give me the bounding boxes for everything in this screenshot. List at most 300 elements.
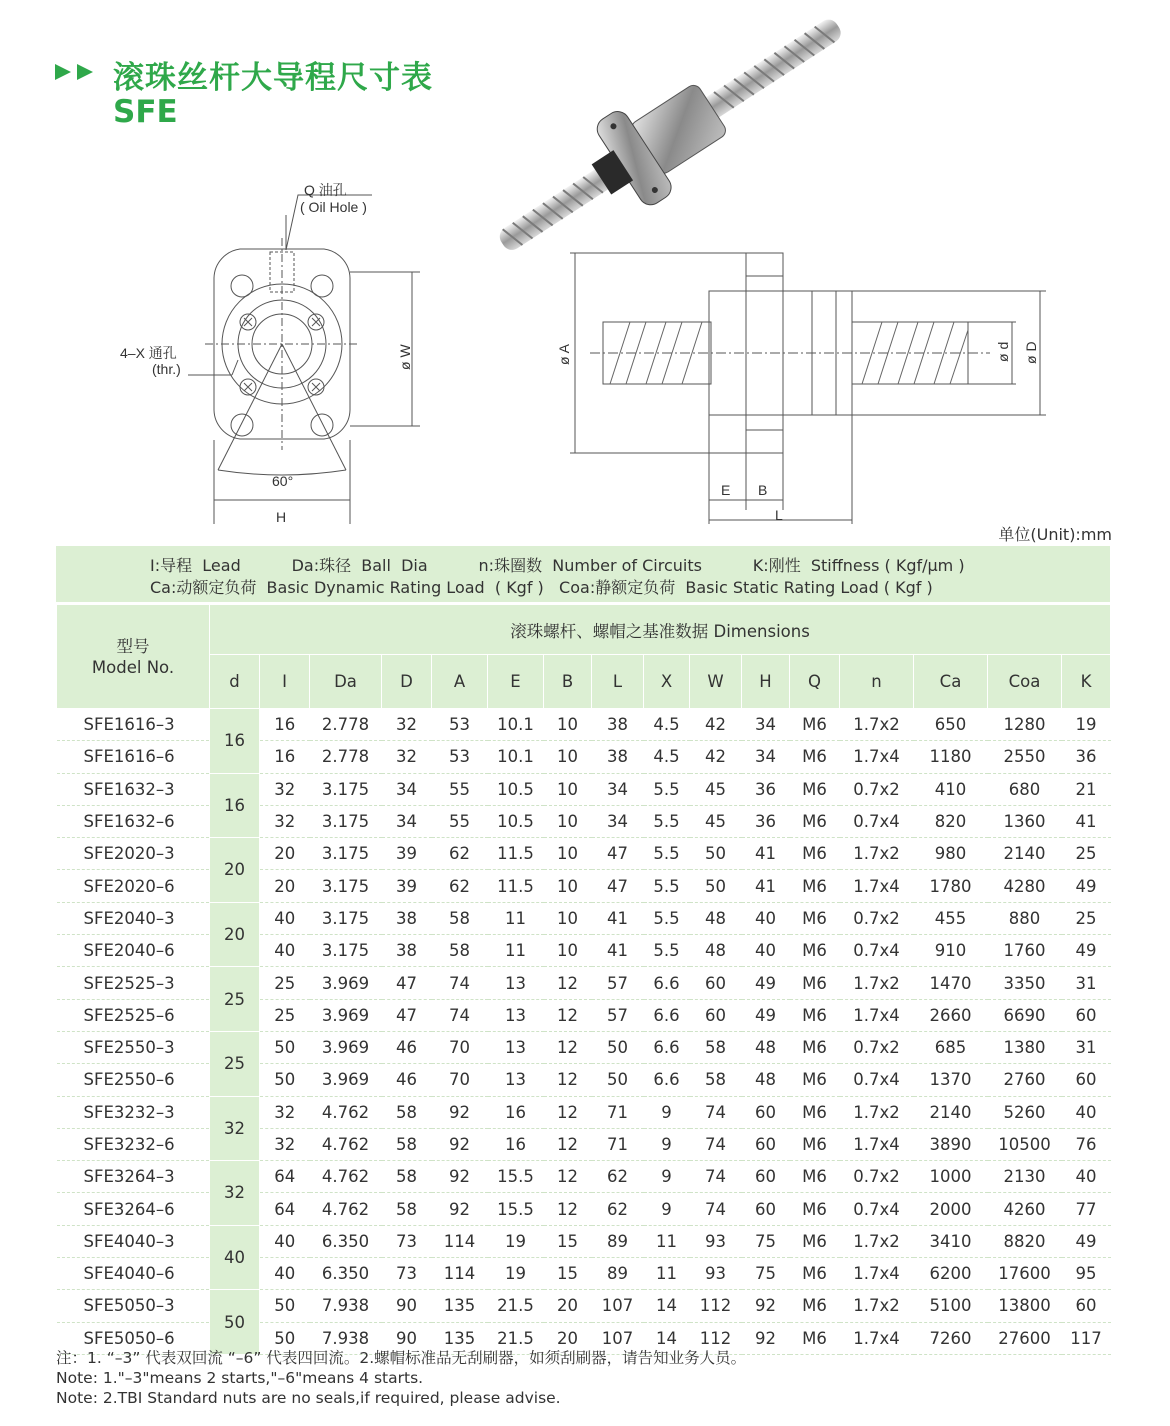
cell-k: 40 [1062, 1096, 1111, 1128]
cell-l: 62 [592, 1161, 644, 1193]
cell-da: 4.762 [310, 1161, 382, 1193]
cell-e: 16 [488, 1128, 544, 1160]
cell-da: 3.175 [310, 935, 382, 967]
cell-coa: 2130 [988, 1161, 1062, 1193]
cell-k: 95 [1062, 1258, 1111, 1290]
cell-e: 13 [488, 967, 544, 999]
model-cell: SFE2040–3 [57, 902, 210, 934]
cell-ca: 455 [914, 902, 988, 934]
cell-da: 3.175 [310, 870, 382, 902]
column-header-da: Da [310, 655, 382, 709]
cell-d: 34 [382, 773, 432, 805]
cell-i: 32 [260, 805, 310, 837]
cell-da: 3.175 [310, 838, 382, 870]
cell-k: 60 [1062, 1290, 1111, 1322]
cell-ca: 410 [914, 773, 988, 805]
front-view [188, 195, 420, 524]
cell-x: 14 [644, 1290, 690, 1322]
model-cell: SFE3264–3 [57, 1161, 210, 1193]
cell-da: 6.350 [310, 1225, 382, 1257]
cell-x: 9 [644, 1128, 690, 1160]
cell-q: M6 [790, 1161, 840, 1193]
cell-n: 1.7x4 [840, 741, 914, 773]
cell-k: 60 [1062, 1064, 1111, 1096]
cell-a: 58 [432, 935, 488, 967]
cell-n: 1.7x4 [840, 1258, 914, 1290]
cell-d: 47 [382, 967, 432, 999]
diameter-cell: 32 [210, 1161, 260, 1226]
cell-da: 2.778 [310, 709, 382, 741]
cell-q: M6 [790, 902, 840, 934]
cell-coa: 2550 [988, 741, 1062, 773]
cell-d: 47 [382, 999, 432, 1031]
cell-da: 4.762 [310, 1096, 382, 1128]
cell-ca: 7260 [914, 1322, 988, 1354]
cell-w: 74 [690, 1193, 742, 1225]
through-hole-label: 4–X 通孔 [120, 345, 177, 361]
cell-ca: 1180 [914, 741, 988, 773]
cell-x: 5.5 [644, 870, 690, 902]
cell-d: 46 [382, 1064, 432, 1096]
table-row [57, 1290, 1111, 1322]
cell-l: 41 [592, 902, 644, 934]
cell-e: 11 [488, 902, 544, 934]
model-cell: SFE5050–3 [57, 1290, 210, 1322]
cell-n: 1.7x2 [840, 709, 914, 741]
table-row [57, 902, 1111, 934]
cell-b: 15 [544, 1225, 592, 1257]
cell-h: 41 [742, 838, 790, 870]
cell-ca: 2000 [914, 1193, 988, 1225]
cell-coa: 1280 [988, 709, 1062, 741]
cell-e: 11.5 [488, 838, 544, 870]
cell-n: 0.7x2 [840, 1031, 914, 1063]
cell-ca: 3410 [914, 1225, 988, 1257]
cell-q: M6 [790, 838, 840, 870]
cell-b: 10 [544, 805, 592, 837]
cell-q: M6 [790, 741, 840, 773]
cell-k: 21 [1062, 773, 1111, 805]
cell-i: 20 [260, 870, 310, 902]
cell-b: 12 [544, 1128, 592, 1160]
cell-d: 38 [382, 935, 432, 967]
cell-w: 45 [690, 805, 742, 837]
cell-w: 74 [690, 1161, 742, 1193]
cell-coa: 880 [988, 902, 1062, 934]
cell-w: 48 [690, 935, 742, 967]
cell-h: 48 [742, 1064, 790, 1096]
cell-w: 58 [690, 1031, 742, 1063]
diameter-cell: 16 [210, 773, 260, 838]
ball-screw-photo [475, 0, 865, 286]
cell-n: 1.7x2 [840, 1225, 914, 1257]
diameter-cell: 50 [210, 1290, 260, 1355]
cell-w: 50 [690, 838, 742, 870]
cell-q: M6 [790, 1225, 840, 1257]
cell-x: 4.5 [644, 709, 690, 741]
cell-l: 62 [592, 1193, 644, 1225]
cell-da: 2.778 [310, 741, 382, 773]
cell-w: 93 [690, 1225, 742, 1257]
cell-w: 74 [690, 1096, 742, 1128]
cell-q: M6 [790, 967, 840, 999]
cell-x: 11 [644, 1258, 690, 1290]
cell-a: 92 [432, 1193, 488, 1225]
diameter-cell: 40 [210, 1225, 260, 1290]
cell-ca: 650 [914, 709, 988, 741]
cell-x: 6.6 [644, 999, 690, 1031]
cell-coa: 5260 [988, 1096, 1062, 1128]
cell-i: 16 [260, 741, 310, 773]
cell-ca: 820 [914, 805, 988, 837]
cell-k: 31 [1062, 967, 1111, 999]
cell-h: 36 [742, 805, 790, 837]
cell-l: 107 [592, 1322, 644, 1354]
cell-d: 39 [382, 838, 432, 870]
cell-l: 50 [592, 1064, 644, 1096]
dim-l-label: L [775, 507, 783, 523]
table-row [57, 967, 1111, 999]
cell-b: 20 [544, 1322, 592, 1354]
cell-e: 16 [488, 1096, 544, 1128]
cell-n: 1.7x4 [840, 870, 914, 902]
cell-h: 92 [742, 1322, 790, 1354]
cell-l: 71 [592, 1128, 644, 1160]
cell-x: 5.5 [644, 805, 690, 837]
cell-a: 74 [432, 999, 488, 1031]
cell-d: 58 [382, 1161, 432, 1193]
cell-i: 40 [260, 1258, 310, 1290]
column-header-h: H [742, 655, 790, 709]
model-cell: SFE4040–3 [57, 1225, 210, 1257]
cell-w: 45 [690, 773, 742, 805]
cell-h: 36 [742, 773, 790, 805]
dim-h-label: H [276, 509, 287, 525]
cell-b: 12 [544, 999, 592, 1031]
cell-k: 49 [1062, 935, 1111, 967]
cell-x: 6.6 [644, 1064, 690, 1096]
cell-e: 11.5 [488, 870, 544, 902]
cell-b: 10 [544, 773, 592, 805]
legend-line-1: I:导程 Lead Da:珠径 Ball Dia n:珠圈数 Number of Circuits K:刚性 Stiffness ( Kgf/μm ) [150, 556, 965, 575]
cell-h: 60 [742, 1193, 790, 1225]
cell-coa: 27600 [988, 1322, 1062, 1354]
spec-table-body [57, 709, 1111, 1355]
cell-d: 46 [382, 1031, 432, 1063]
cell-e: 10.1 [488, 741, 544, 773]
cell-k: 76 [1062, 1128, 1111, 1160]
model-cell: SFE3232–6 [57, 1128, 210, 1160]
dim-d-small-label: ø d [995, 341, 1011, 362]
cell-q: M6 [790, 1064, 840, 1096]
cell-h: 75 [742, 1258, 790, 1290]
column-header-x: X [644, 655, 690, 709]
cell-i: 32 [260, 1128, 310, 1160]
cell-da: 3.969 [310, 999, 382, 1031]
cell-h: 92 [742, 1290, 790, 1322]
cell-x: 11 [644, 1225, 690, 1257]
table-row [57, 1225, 1111, 1257]
cell-i: 64 [260, 1193, 310, 1225]
cell-w: 42 [690, 741, 742, 773]
cell-l: 38 [592, 709, 644, 741]
cell-k: 25 [1062, 838, 1111, 870]
side-view [570, 253, 1046, 524]
cell-q: M6 [790, 805, 840, 837]
column-header-ca: Ca [914, 655, 988, 709]
cell-q: M6 [790, 870, 840, 902]
cell-d: 32 [382, 741, 432, 773]
cell-coa: 13800 [988, 1290, 1062, 1322]
cell-coa: 10500 [988, 1128, 1062, 1160]
column-header-d: D [382, 655, 432, 709]
model-header-cn: 型号 [116, 636, 150, 656]
cell-q: M6 [790, 1096, 840, 1128]
cell-x: 4.5 [644, 741, 690, 773]
cell-ca: 1370 [914, 1064, 988, 1096]
table-row [57, 773, 1111, 805]
cell-da: 3.969 [310, 1064, 382, 1096]
diameter-cell: 25 [210, 1031, 260, 1096]
cell-i: 50 [260, 1290, 310, 1322]
note-line-2: Note: 1."–3"means 2 starts,"–6"means 4 starts. [56, 1369, 424, 1387]
cell-d: 32 [382, 709, 432, 741]
cell-i: 50 [260, 1064, 310, 1096]
cell-h: 49 [742, 999, 790, 1031]
cell-e: 21.5 [488, 1322, 544, 1354]
cell-ca: 2140 [914, 1096, 988, 1128]
cell-k: 117 [1062, 1322, 1111, 1354]
cell-k: 40 [1062, 1161, 1111, 1193]
cell-b: 15 [544, 1258, 592, 1290]
model-cell: SFE2550–6 [57, 1064, 210, 1096]
cell-da: 4.762 [310, 1193, 382, 1225]
cell-n: 0.7x4 [840, 1064, 914, 1096]
cell-q: M6 [790, 1290, 840, 1322]
cell-d: 73 [382, 1225, 432, 1257]
model-header [57, 605, 210, 709]
cell-d: 58 [382, 1096, 432, 1128]
cell-a: 55 [432, 805, 488, 837]
cell-a: 92 [432, 1161, 488, 1193]
cell-h: 34 [742, 709, 790, 741]
column-header-i: I [260, 655, 310, 709]
column-header-n: n [840, 655, 914, 709]
diameter-cell: 32 [210, 1096, 260, 1161]
cell-x: 9 [644, 1096, 690, 1128]
cell-i: 16 [260, 709, 310, 741]
column-header-b: B [544, 655, 592, 709]
cell-h: 60 [742, 1161, 790, 1193]
column-header-a: A [432, 655, 488, 709]
cell-a: 62 [432, 838, 488, 870]
cell-ca: 2660 [914, 999, 988, 1031]
model-cell: SFE2020–6 [57, 870, 210, 902]
cell-x: 9 [644, 1193, 690, 1225]
oil-hole-label: Q 油孔 [304, 182, 347, 198]
cell-l: 89 [592, 1225, 644, 1257]
cell-a: 58 [432, 902, 488, 934]
cell-b: 10 [544, 870, 592, 902]
cell-a: 70 [432, 1031, 488, 1063]
model-cell: SFE3232–3 [57, 1096, 210, 1128]
dim-w-label: ø W [397, 344, 413, 370]
cell-a: 92 [432, 1096, 488, 1128]
cell-i: 50 [260, 1322, 310, 1354]
cell-l: 38 [592, 741, 644, 773]
diameter-cell: 20 [210, 902, 260, 967]
cell-e: 11 [488, 935, 544, 967]
column-header-d: d [210, 655, 260, 709]
table-row [57, 1096, 1111, 1128]
cell-d: 90 [382, 1290, 432, 1322]
notes [56, 1348, 746, 1408]
table-row [57, 1161, 1111, 1193]
model-cell: SFE1616–3 [57, 709, 210, 741]
dim-d-large-label: ø D [1023, 341, 1039, 364]
cell-da: 3.175 [310, 902, 382, 934]
cell-i: 32 [260, 773, 310, 805]
model-cell: SFE1616–6 [57, 741, 210, 773]
cell-q: M6 [790, 1128, 840, 1160]
cell-h: 40 [742, 935, 790, 967]
column-header-row [57, 655, 1111, 709]
cell-l: 47 [592, 870, 644, 902]
cell-a: 92 [432, 1128, 488, 1160]
cell-b: 12 [544, 1064, 592, 1096]
cell-a: 135 [432, 1322, 488, 1354]
cell-ca: 6200 [914, 1258, 988, 1290]
cell-q: M6 [790, 1258, 840, 1290]
cell-ca: 685 [914, 1031, 988, 1063]
cell-d: 34 [382, 805, 432, 837]
cell-h: 75 [742, 1225, 790, 1257]
cell-coa: 2760 [988, 1064, 1062, 1096]
angle-label: 60° [272, 473, 294, 489]
legend-line-2: Ca:动额定负荷 Basic Dynamic Rating Load ( Kgf ) Coa:静额定负荷 Basic Static Rating Load ( Kgf ) [150, 578, 933, 597]
note-line-1: 注：1. “–3” 代表双回流 “–6” 代表四回流。2.螺帽标准品无刮刷器，如须刮刷器，请告知业务人员。 [56, 1349, 747, 1367]
cell-da: 6.350 [310, 1258, 382, 1290]
diameter-cell: 20 [210, 838, 260, 903]
cell-a: 62 [432, 870, 488, 902]
model-cell: SFE4040–6 [57, 1258, 210, 1290]
cell-a: 114 [432, 1225, 488, 1257]
dimensions-header: 滚珠螺杆、螺帽之基准数据 Dimensions [210, 605, 1111, 655]
dim-b-label: B [758, 482, 768, 498]
cell-h: 60 [742, 1128, 790, 1160]
table-row [57, 1031, 1111, 1063]
column-header-w: W [690, 655, 742, 709]
cell-da: 3.175 [310, 773, 382, 805]
cell-e: 13 [488, 999, 544, 1031]
diameter-cell: 16 [210, 709, 260, 774]
cell-h: 41 [742, 870, 790, 902]
cell-k: 31 [1062, 1031, 1111, 1063]
cell-e: 13 [488, 1031, 544, 1063]
cell-coa: 1380 [988, 1031, 1062, 1063]
cell-w: 112 [690, 1290, 742, 1322]
unit-label: 单位(Unit):mm [998, 525, 1112, 544]
cell-l: 50 [592, 1031, 644, 1063]
cell-h: 60 [742, 1096, 790, 1128]
cell-x: 5.5 [644, 902, 690, 934]
cell-ca: 1470 [914, 967, 988, 999]
cell-w: 48 [690, 902, 742, 934]
cell-n: 1.7x2 [840, 967, 914, 999]
cell-b: 20 [544, 1290, 592, 1322]
model-cell: SFE2020–3 [57, 838, 210, 870]
technical-drawing [0, 0, 1170, 530]
table-row [57, 838, 1111, 870]
through-hole-label-en: (thr.) [152, 361, 181, 377]
cell-e: 15.5 [488, 1161, 544, 1193]
cell-k: 19 [1062, 709, 1111, 741]
cell-i: 25 [260, 967, 310, 999]
cell-b: 10 [544, 838, 592, 870]
cell-da: 3.969 [310, 967, 382, 999]
cell-l: 71 [592, 1096, 644, 1128]
cell-l: 34 [592, 805, 644, 837]
table-row [57, 709, 1111, 741]
cell-h: 48 [742, 1031, 790, 1063]
cell-coa: 2140 [988, 838, 1062, 870]
cell-n: 1.7x4 [840, 1322, 914, 1354]
cell-n: 1.7x4 [840, 999, 914, 1031]
cell-i: 20 [260, 838, 310, 870]
oil-hole-label-en: ( Oil Hole ) [300, 199, 367, 215]
cell-ca: 1780 [914, 870, 988, 902]
cell-d: 38 [382, 902, 432, 934]
cell-q: M6 [790, 1322, 840, 1354]
cell-da: 7.938 [310, 1322, 382, 1354]
cell-x: 5.5 [644, 935, 690, 967]
cell-x: 14 [644, 1322, 690, 1354]
cell-n: 0.7x2 [840, 1161, 914, 1193]
model-cell: SFE1632–3 [57, 773, 210, 805]
cell-i: 32 [260, 1096, 310, 1128]
cell-ca: 910 [914, 935, 988, 967]
cell-b: 10 [544, 902, 592, 934]
cell-q: M6 [790, 1193, 840, 1225]
cell-n: 0.7x2 [840, 773, 914, 805]
cell-d: 90 [382, 1322, 432, 1354]
cell-b: 12 [544, 1031, 592, 1063]
cell-e: 13 [488, 1064, 544, 1096]
cell-ca: 1000 [914, 1161, 988, 1193]
cell-b: 10 [544, 741, 592, 773]
cell-n: 1.7x4 [840, 1128, 914, 1160]
cell-k: 49 [1062, 870, 1111, 902]
cell-a: 74 [432, 967, 488, 999]
dim-e-label: E [721, 482, 731, 498]
cell-coa: 8820 [988, 1225, 1062, 1257]
cell-da: 4.762 [310, 1128, 382, 1160]
model-cell: SFE2525–3 [57, 967, 210, 999]
cell-q: M6 [790, 935, 840, 967]
cell-da: 3.175 [310, 805, 382, 837]
cell-da: 3.969 [310, 1031, 382, 1063]
cell-a: 53 [432, 709, 488, 741]
cell-w: 74 [690, 1128, 742, 1160]
column-header-e: E [488, 655, 544, 709]
diameter-cell: 25 [210, 967, 260, 1032]
cell-a: 135 [432, 1290, 488, 1322]
cell-d: 73 [382, 1258, 432, 1290]
cell-e: 10.5 [488, 805, 544, 837]
cell-x: 5.5 [644, 773, 690, 805]
cell-i: 40 [260, 1225, 310, 1257]
cell-b: 10 [544, 709, 592, 741]
